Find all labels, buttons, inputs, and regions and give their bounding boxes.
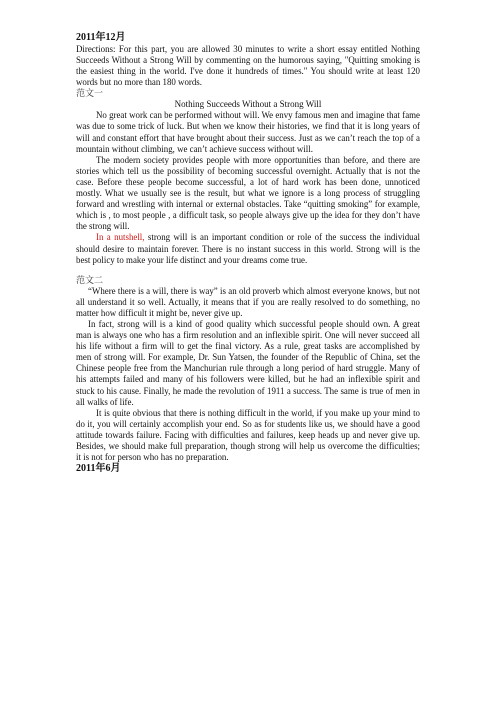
essay2-paragraph-2: In fact, strong will is a kind of good quality which successful people should own. A great man is always one who has a firm resolution and an inflexible spirit. One will never succeed all his life without a firm will to get the final victory. As a rule, great tasks are accomplished by men of strong will. For example, Dr. Sun Yatsen, the founder of the Republic of China, set the Chinese people free from the Manchurian rule through a long period of hard struggle. Many of his attempts failed and many of his followers were killed, but he had an inflexible spirit and stuck to his cause. Finally, he made the revolution of 1911 a success. The same is true of men in all walks of life. (76, 318, 420, 407)
section-heading-jun-2011: 2011年6月 (76, 463, 121, 475)
essay2-paragraph-1: “Where there is a will, there is way” is an old proverb which almost everyone knows, but not all understand it so well. Actually, it means that if you are really resolved to do something, no matter how difficult it might be, never give up. (76, 285, 420, 318)
essay1-paragraph-3-rest: strong will is an important condition or role of the success the individual should desire to maintain forever. There is no instant success in this world. Strong will is the best policy to make your life distinct and your dreams come true. (76, 232, 421, 265)
essay1-paragraph-3 (76, 232, 420, 265)
sample-label-1: 范文一 (76, 88, 104, 99)
section-heading-dec-2011: 2011年12月 (76, 32, 126, 43)
directions-text: Directions: For this part, you are allowed 30 minutes to write a short essay entitled Nothing Succeeds Without a Strong Will by commenting on the humorous saying, "Quitting smoking is the easiest thing in the world. I've done it hundreds of times." You should write at least 120 words but no more than 180 words. (76, 44, 420, 88)
essay1-paragraph-2: The modern society provides people with more opportunities than before, and there are stories which tell us the possibility of becoming successful overnight. Actually that is not the case. Before these people become successful, a lot of hard work has been done, unnoticed mostly. What we usually see is the result, but what we ignore is a long process of struggling forward and wrestling with internal or external obstacles. Take “quitting smoking” for example, which is , to most people , a difficult task, so people always give up the idea for they don’t have the strong will. (76, 154, 420, 232)
sample-label-2: 范文二 (76, 274, 104, 285)
essay2-paragraph-3: It is quite obvious that there is nothing difficult in the world, if you make up your mind to do it, you will certainly accomplish your end. So as for students like us, we should have a good attitude towards failure. Facing with difficulties and failures, keep heads up and never give up. Besides, we should make full preparation, though strong will help us overcome the difficulties; it is not for person who has no preparation. (76, 407, 420, 463)
essay1-paragraph-1: No great work can be performed without will. We envy famous men and imagine that fame was due to some trick of luck. But when we know their histories, we find that it is long years of will and constant effort that have brought about their success. Just as we can’t reach the top of a mountain without climbing, we can’t achieve success without will. (76, 110, 420, 154)
highlighted-phrase: In a nutshell, (96, 232, 145, 243)
essay-title: Nothing Succeeds Without a Strong Will (174, 99, 322, 110)
spacer (76, 266, 420, 275)
